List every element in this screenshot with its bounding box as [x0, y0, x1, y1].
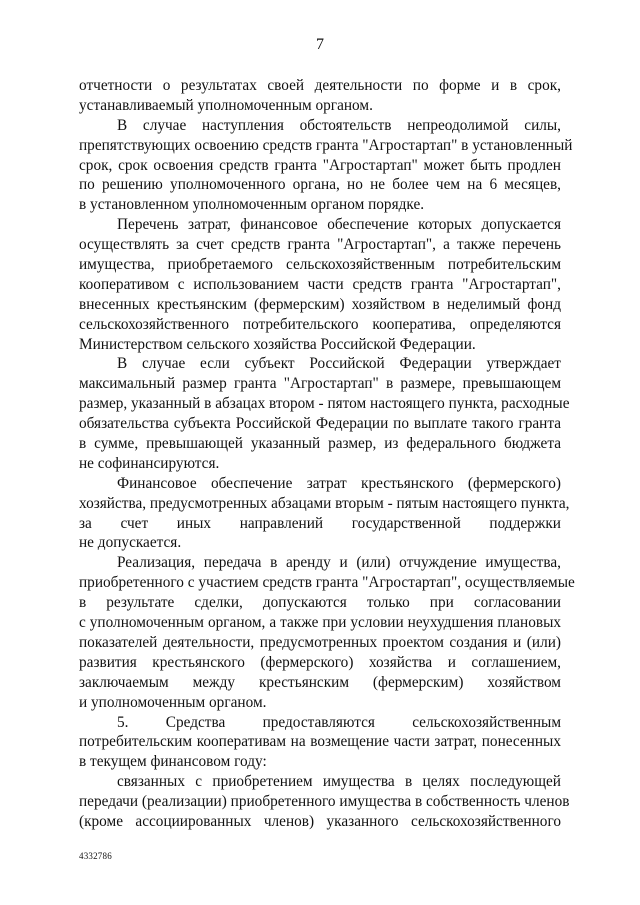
text-line: обязательства субъекта Российской Федерации по выплате такого гранта	[79, 415, 561, 433]
text-line: за счет иных направлений государственной поддержки	[79, 514, 561, 532]
paragraph	[79, 772, 570, 832]
text-line: Финансовое обеспечение затрат крестьянского (фермерского)	[117, 474, 561, 492]
text-line: в установленном уполномоченным органом порядке.	[79, 196, 425, 214]
document-code: 4332786	[79, 851, 112, 861]
text-line: устанавливаемый уполномоченным органом.	[79, 96, 373, 114]
paragraph	[79, 116, 573, 215]
paragraph	[79, 354, 570, 473]
text-line: с уполномоченным органом, а также при условии неухудшения плановых	[79, 614, 561, 632]
text-line: отчетности о результатах своей деятельности по форме и в срок,	[79, 77, 561, 94]
text-line: Министерством сельского хозяйства Российской Федерации.	[79, 335, 476, 353]
text-line: сельскохозяйственного потребительского кооператива, определяются	[79, 315, 561, 333]
text-line: 5. Средства предоставляются сельскохозяйственным	[117, 713, 561, 731]
text-line: приобретенного с участием средств гранта "Агростартап", осуществляемые	[79, 574, 575, 592]
text-line: внесенных крестьянским (фермерским) хозяйством в неделимый фонд	[79, 295, 561, 313]
text-line: хозяйства, предусмотренных абзацами вторым - пятым настоящего пункта,	[79, 494, 570, 512]
text-line: размер, указанный в абзацах втором - пятом настоящего пункта, расходные	[79, 395, 570, 413]
text-line: потребительским кооперативам на возмещение части затрат, понесенных	[79, 733, 561, 751]
text-line: В случае наступления обстоятельств непреодолимой силы,	[117, 116, 561, 134]
text-line: максимальный размер гранта "Агростартап" в размере, превышающем	[79, 375, 561, 393]
text-line: в сумме, превышающей указанный размер, из федерального бюджета	[79, 435, 561, 453]
text-line: (кроме ассоциированных членов) указанного сельскохозяйственного	[79, 812, 561, 830]
text-line: в результате сделки, допускаются только при согласовании	[79, 594, 561, 612]
text-line: связанных с приобретением имущества в целях последующей	[117, 773, 561, 791]
page-number: 7	[316, 36, 324, 53]
text-line: не софинансируются.	[79, 454, 220, 472]
text-line: срок, срок освоения средств гранта "Агростартап" может быть продлен	[79, 156, 561, 174]
text-line: Перечень затрат, финансовое обеспечение которых допускается	[117, 216, 561, 234]
text-line: и уполномоченным органом.	[79, 693, 267, 711]
text-line: кооперативом с использованием части средств гранта "Агростартап",	[79, 275, 561, 293]
text-line: Реализация, передача в аренду и (или) отчуждение имущества,	[117, 554, 561, 572]
text-line: В случае если субъект Российской Федерации утверждает	[117, 355, 561, 373]
text-line: имущества, приобретаемого сельскохозяйственным потребительским	[79, 256, 561, 274]
text-line: не допускается.	[79, 534, 182, 552]
paragraph	[79, 474, 570, 554]
text-line: препятствующих освоению средств гранта "Агростартап" в установленный	[79, 136, 573, 154]
text-line: показателей деятельности, предусмотренных проектом создания и (или)	[79, 633, 561, 651]
text-line: заключаемым между крестьянским (фермерским) хозяйством	[79, 673, 561, 691]
document-body	[79, 76, 575, 832]
paragraph	[79, 713, 561, 773]
text-line: осуществлять за счет средств гранта "Агростартап", а также перечень	[79, 236, 561, 254]
text-line: в текущем финансовом году:	[79, 753, 267, 771]
paragraph	[79, 215, 561, 354]
paragraph	[79, 553, 575, 712]
text-line: развития крестьянского (фермерского) хозяйства и соглашением,	[79, 653, 561, 671]
paragraph	[79, 76, 561, 116]
text-line: передачи (реализации) приобретенного имущества в собственность членов	[79, 793, 570, 811]
text-line: по решению уполномоченного органа, но не более чем на 6 месяцев,	[79, 176, 561, 194]
